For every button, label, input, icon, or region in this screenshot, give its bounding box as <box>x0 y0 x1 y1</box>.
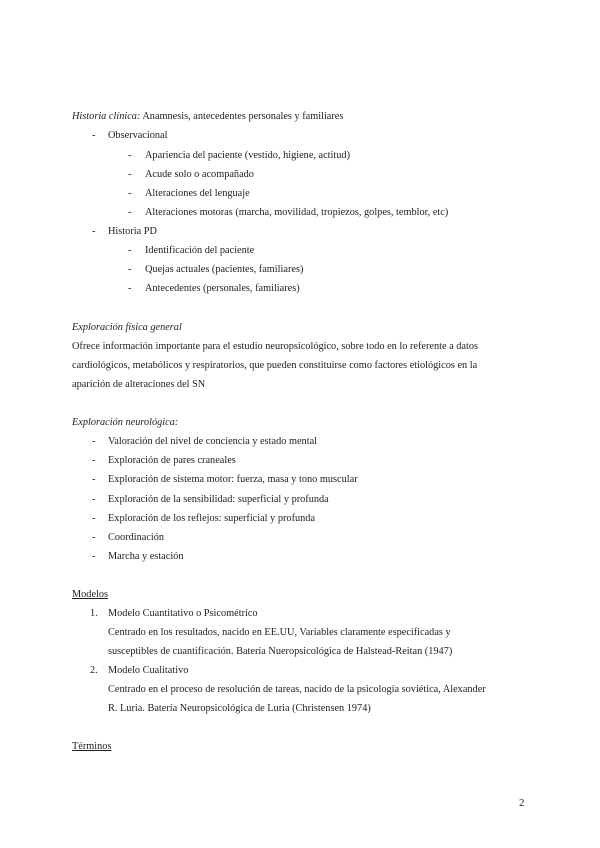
list-item: Quejas actuales (pacientes, familiares) <box>145 264 304 275</box>
bullet-dash: - <box>92 226 96 237</box>
bullet-dash: - <box>92 532 96 543</box>
bullet-dash: - <box>128 264 132 275</box>
list-item: Acude solo o acompañado <box>145 169 254 180</box>
bullet-dash: - <box>128 150 132 161</box>
bullet-dash: - <box>128 283 132 294</box>
historia-line <box>72 111 343 123</box>
bullet-dash: - <box>92 455 96 466</box>
list-item: Exploración de pares craneales <box>108 455 236 466</box>
exploracion-neuro-heading: Exploración neurológica: <box>72 417 179 428</box>
paragraph-line: Ofrece información importante para el estudio neuropsicológico, sobre todo en lo referente a datos <box>72 341 479 352</box>
observacional-label: Observacional <box>108 130 168 141</box>
paragraph-line: susceptibles de cuantificación. Batería Nueropsicológica de Halstead-Reitan (1947) <box>108 646 453 657</box>
historia-label: Historia clínica: <box>72 111 141 122</box>
bullet-dash: - <box>92 130 96 141</box>
list-item: Exploración de sistema motor: fuerza, masa y tono muscular <box>108 474 358 485</box>
paragraph-line: R. Luria. Batería Neuropsicológica de Luria (Christensen 1974) <box>108 703 371 714</box>
list-number: 1. <box>90 608 98 619</box>
bullet-dash: - <box>128 245 132 256</box>
historia-text: Anamnesis, antecedentes personales y familiares <box>142 111 344 122</box>
bullet-dash: - <box>92 474 96 485</box>
historia-pd-label: Historia PD <box>108 226 157 237</box>
list-item: Antecedentes (personales, familiares) <box>145 283 300 294</box>
paragraph-line: Centrado en el proceso de resolución de tareas, nacido de la psicología soviética, Alexander <box>108 684 486 695</box>
modelos-heading: Modelos <box>72 589 109 600</box>
list-item: Alteraciones motoras (marcha, movilidad, tropiezos, golpes, temblor, etc) <box>145 207 449 218</box>
modelo-title: Modelo Cualitativo <box>108 665 189 676</box>
list-item: Coordinación <box>108 532 165 543</box>
bullet-dash: - <box>92 513 96 524</box>
list-number: 2. <box>90 665 98 676</box>
terminos-heading: Términos <box>72 741 112 752</box>
exploracion-fisica-heading: Exploración física general <box>72 322 182 333</box>
list-item: Apariencia del paciente (vestido, higiene, actitud) <box>145 150 350 161</box>
paragraph-line: cardiológicos, metabólicos y respiratorios, que pueden constituirse como factores etiológicos en la <box>72 360 478 371</box>
list-item: Exploración de la sensibilidad: superficial y profunda <box>108 494 329 505</box>
bullet-dash: - <box>128 207 132 218</box>
bullet-dash: - <box>92 436 96 447</box>
list-item: Alteraciones del lenguaje <box>145 188 250 199</box>
bullet-dash: - <box>92 551 96 562</box>
paragraph-line: Centrado en los resultados, nacido en EE.UU, Variables claramente especificadas y <box>108 627 451 638</box>
list-item: Valoración del nivel de conciencia y estado mental <box>108 436 317 447</box>
modelo-title: Modelo Cuantitativo o Psicométrico <box>108 608 258 619</box>
list-item: Identificación del paciente <box>145 245 255 256</box>
list-item: Exploración de los reflejos: superficial y profunda <box>108 513 316 524</box>
bullet-dash: - <box>92 494 96 505</box>
page-number: 2 <box>519 797 525 809</box>
bullet-dash: - <box>128 188 132 199</box>
list-item: Marcha y estación <box>108 551 184 562</box>
paragraph-line: aparición de alteraciones del SN <box>72 379 206 390</box>
bullet-dash: - <box>128 169 132 180</box>
